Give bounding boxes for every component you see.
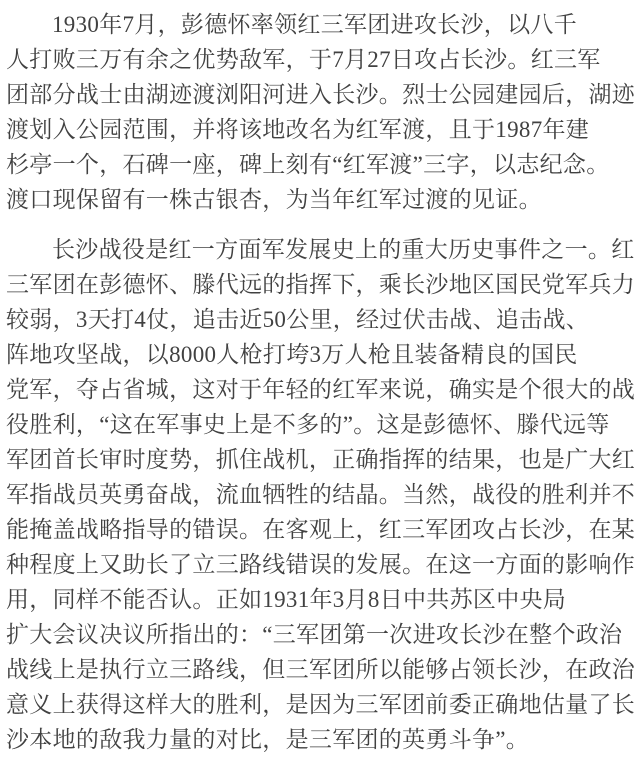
paragraph-red-army-ferry <box>6 7 636 217</box>
text-line: 沙本地的敌我力量的对比，是三军团的英勇斗争”。 <box>6 727 530 752</box>
text-line: 军团首长审时度势，抓住战机，正确指挥的结果，也是广大红 <box>6 447 636 472</box>
text-line: 党军，夺占省城，这对于年轻的红军来说，确实是个很大的战 <box>6 377 636 402</box>
paragraph-changsha-campaign <box>6 232 636 757</box>
text-line: 意义上获得这样大的胜利，是因为三军团前委正确地估量了长 <box>6 692 636 717</box>
text-line: 扩大会议决议所指出的：“三军团第一次进攻长沙在整个政治 <box>6 622 623 647</box>
text-line: 团部分战士由湖迹渡浏阳河进入长沙。烈士公园建园后，湖迹 <box>6 82 636 107</box>
text-line: 长沙战役是红一方面军发展史上的重大历史事件之一。红 <box>52 237 635 262</box>
text-line: 渡口现保留有一株古银杏，为当年红军过渡的见证。 <box>6 187 542 212</box>
text-line: 阵地攻坚战，以8000人枪打垮3万人枪且装备精良的国民 <box>6 342 578 367</box>
text-line: 用，同样不能否认。正如1931年3月8日中共苏区中央局 <box>6 587 567 612</box>
text-line: 较弱，3天打4仗，追击近50公里，经过伏击战、追击战、 <box>6 307 590 332</box>
text-line: 能掩盖战略指导的错误。在客观上，红三军团攻占长沙，在某 <box>6 517 636 542</box>
text-line: 军指战员英勇奋战，流血牺牲的结晶。当然，战役的胜利并不 <box>6 482 636 507</box>
text-line: 战线上是执行立三路线，但三军团所以能够占领长沙，在政治 <box>6 657 636 682</box>
text-line: 人打败三万有余之优势敌军，于7月27日攻占长沙。红三军 <box>6 47 601 72</box>
text-line: 三军团在彭德怀、滕代远的指挥下，乘长沙地区国民党军兵力 <box>6 272 636 297</box>
text-line: 1930年7月，彭德怀率领红三军团进攻长沙，以八千 <box>52 12 577 37</box>
text-line: 役胜利，“这在军事史上是不多的”。这是彭德怀、滕代远等 <box>6 412 610 437</box>
text-line: 种程度上又助长了立三路线错误的发展。在这一方面的影响作 <box>6 552 636 577</box>
text-line: 杉亭一个，石碑一座，碑上刻有“红军渡”三字，以志纪念。 <box>6 152 610 177</box>
text-line: 渡划入公园范围，并将该地改名为红军渡，且于1987年建 <box>6 117 590 142</box>
